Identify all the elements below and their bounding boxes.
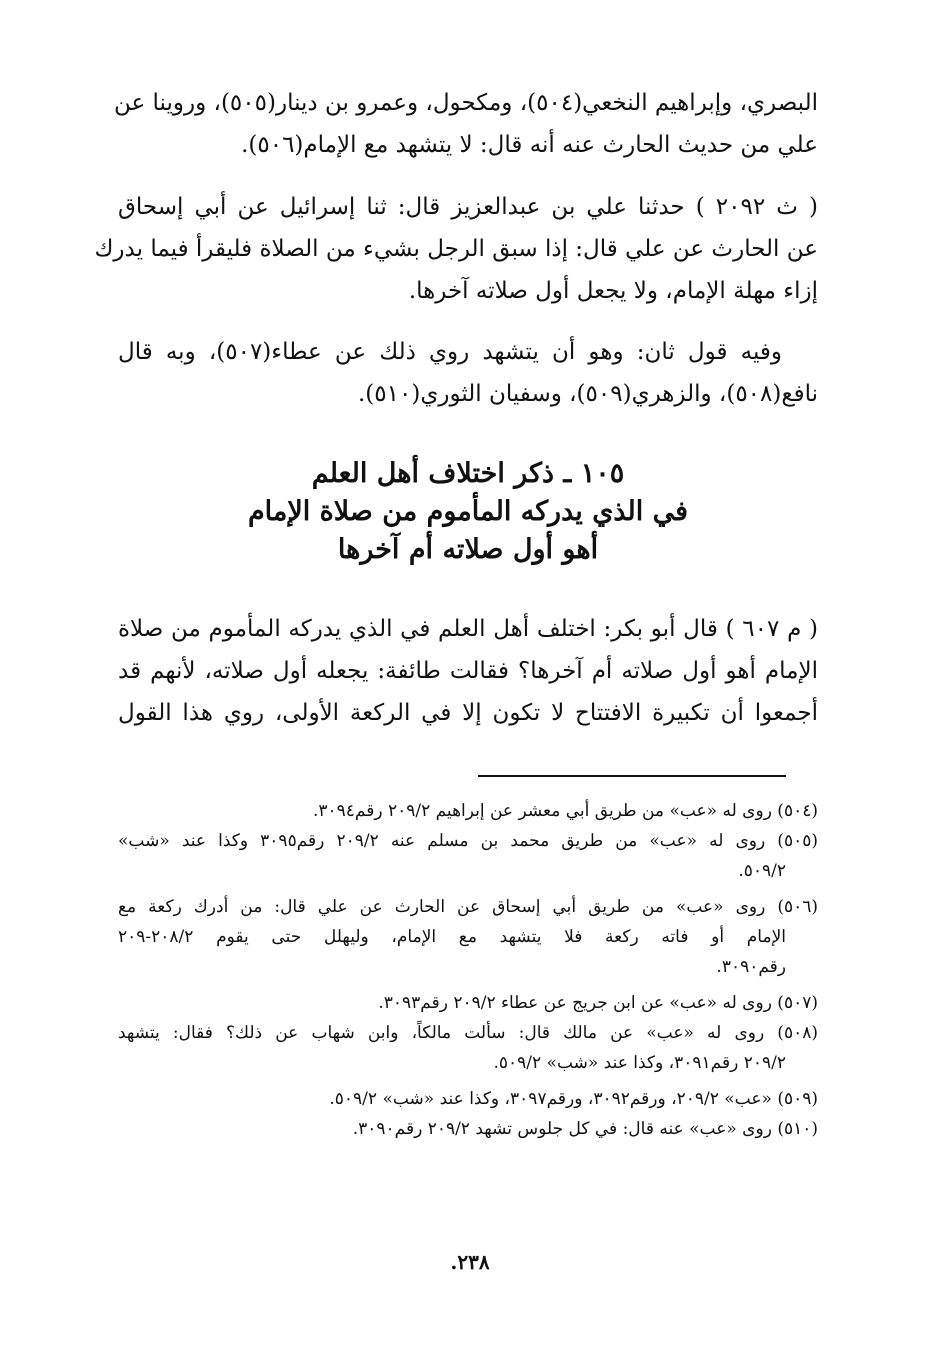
footnote-505 (118, 826, 818, 886)
paragraph-line: البصري، وإبراهيم النخعي(٥٠٤)، ومكحول، وعمرو بن دينار(٥٠٥)، وروينا عن (114, 90, 818, 116)
footnote-line: (٥٠٦) روى «عب» من طريق أبي إسحاق عن الحارث عن علي قال: من أدرك ركعة مع (118, 897, 818, 917)
footnote-line: ٥٠٩/٢. (738, 861, 786, 881)
footnote-506 (118, 892, 818, 982)
heading-line-3: أهو أول صلاته أم آخرها (337, 534, 599, 565)
paragraph-line: عن الحارث عن علي قال: إذا سبق الرجل بشيء من الصلاة فليقرأ فيما يدرك (94, 236, 818, 262)
heading-line-1: ١٠٥ ـ ذكر اختلاف أهل العلم (311, 458, 625, 489)
paragraph-2 (94, 186, 819, 312)
footnote-line: (٥٠٥) روى له «عب» من طريق محمد بن مسلم عنه ٢٠٩/٢ رقم٣٠٩٥ وكذا عند «شب» (118, 831, 818, 851)
footnote-507 (118, 988, 818, 1018)
footnote-509 (118, 1084, 818, 1114)
footnote-510 (118, 1114, 818, 1144)
footnote-508 (118, 1018, 818, 1078)
paragraph-line: ( ث ٢٠٩٢ ) حدثنا علي بن عبدالعزيز قال: ثنا إسرائيل عن أبي إسحاق (118, 194, 819, 220)
section-heading (118, 455, 818, 569)
footnote-line: رقم٣٠٩٠. (716, 957, 786, 977)
footnote-line: ٢٠٩/٢ رقم٣٠٩١، وكذا عند «شب» ٥٠٩/٢. (493, 1053, 786, 1073)
section-paragraph (118, 608, 818, 734)
footnote-line: الإمام أو فاته ركعة فلا يتشهد مع الإمام، وليهلل حتى يقوم ٢٠٨/٢-٢٠٩ (118, 927, 786, 947)
paragraph-line: نافع(٥٠٨)، والزهري(٥٠٩)، وسفيان الثوري(٥١٠). (358, 381, 818, 407)
footnote-line: (٥٠٩) «عب» ٢٠٩/٢، ورقم٣٠٩٢، ورقم٣٠٩٧، وكذا عند «شب» ٥٠٩/٢. (329, 1089, 818, 1109)
paragraph-line: علي من حديث الحارث عنه أنه قال: لا يتشهد مع الإمام(٥٠٦). (241, 132, 818, 158)
footnote-line: (٥٠٨) روى له «عب» عن مالك قال: سألت مالكاً، وابن شهاب عن ذلك؟ فقال: يتشهد (118, 1023, 818, 1043)
footnotes (118, 796, 818, 1144)
footnote-separator (478, 775, 786, 777)
footnote-504 (118, 796, 818, 826)
paragraph-line: الإمام أهو أول صلاته أم آخرها؟ فقالت طائفة: يجعله أول صلاته، لأنهم قد (118, 658, 818, 684)
footnote-line: (٥٠٤) روى له «عب» من طريق أبي معشر عن إبراهيم ٢٠٩/٢ رقم٣٠٩٤. (312, 801, 818, 821)
paragraph-1 (114, 82, 818, 166)
footnote-line: (٥٠٧) روى له «عب» عن ابن جريج عن عطاء ٢٠٩/٢ رقم٣٠٩٣. (378, 993, 818, 1013)
paragraph-line: أجمعوا أن تكبيرة الافتتاح لا تكون إلا في الركعة الأولى، روي هذا القول (118, 700, 818, 726)
paragraph-line: ( م ٦٠٧ ) قال أبو بكر: اختلف أهل العلم في الذي يدركه المأموم من صلاة (118, 616, 819, 642)
page-number: ٢٣٨. (450, 1250, 490, 1274)
heading-line-2: في الذي يدركه المأموم من صلاة الإمام (247, 496, 689, 527)
paragraph-line: وفيه قول ثان: وهو أن يتشهد روي ذلك عن عطاء(٥٠٧)، وبه قال (118, 339, 782, 365)
paragraph-3 (118, 331, 818, 415)
paragraph-line: إزاء مهلة الإمام، ولا يجعل أول صلاته آخرها. (408, 278, 818, 304)
footnote-line: (٥١٠) روى «عب» عنه قال: في كل جلوس تشهد ٢٠٩/٢ رقم٣٠٩٠. (352, 1119, 818, 1139)
